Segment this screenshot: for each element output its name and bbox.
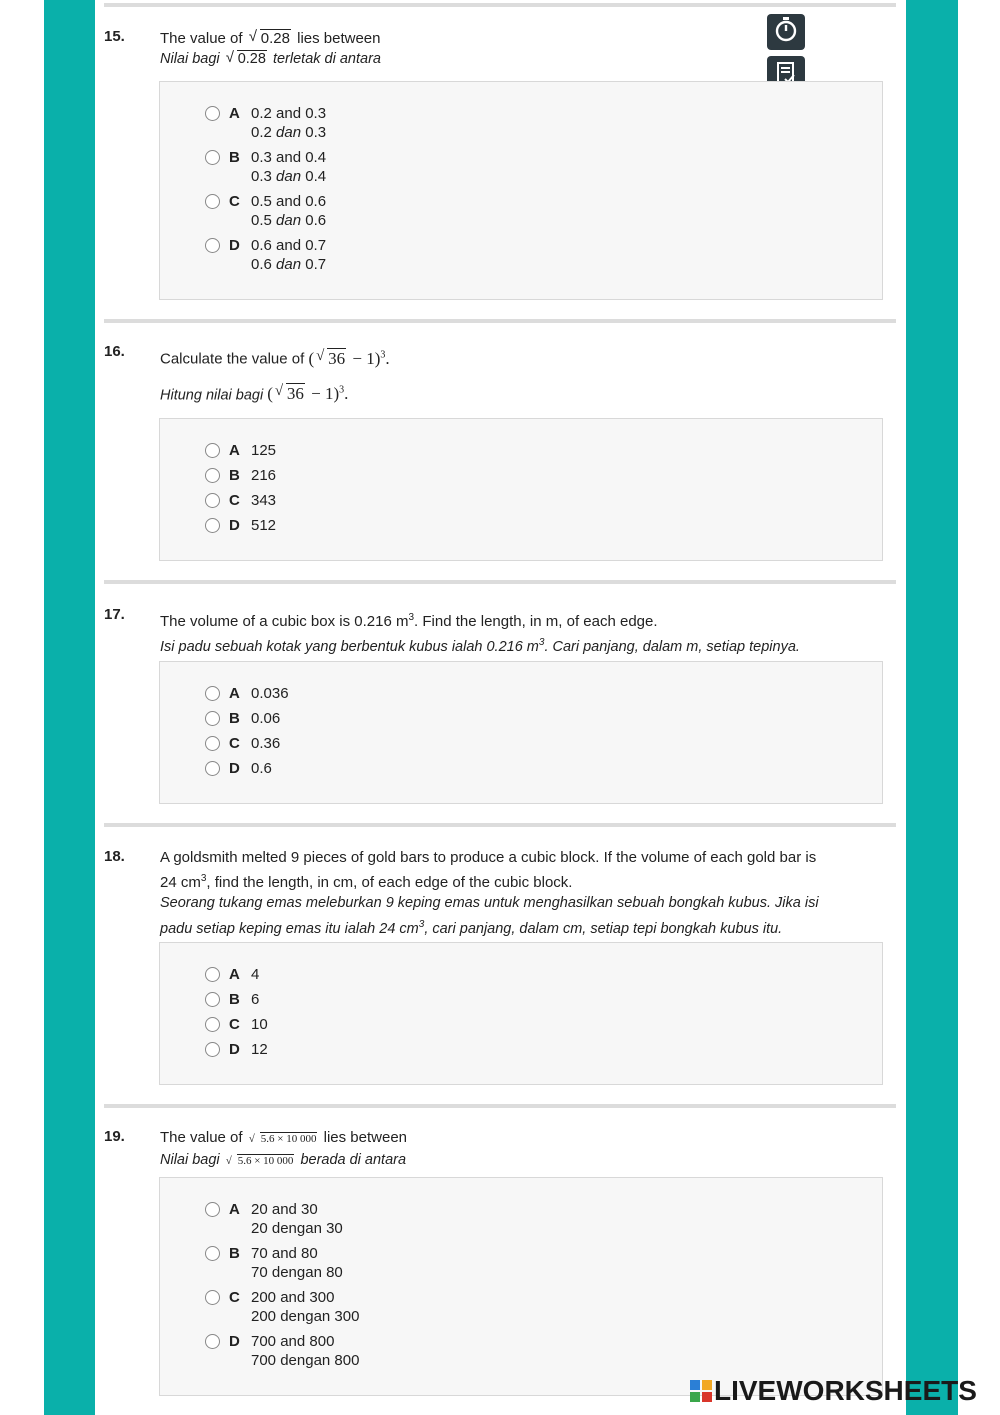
answer-options-box — [159, 942, 883, 1085]
radio-button[interactable] — [205, 711, 220, 726]
answer-options-box — [159, 418, 883, 561]
question-en-line: The volume of a cubic box is 0.216 $m^3$. Find the length, in m, of each edge. — [160, 612, 658, 630]
question-ms-line: Nilai bagi √ 5.6 × 10 000 berada di antara — [160, 1150, 885, 1172]
question-en-line: Calculate the value of ( √ 36 − 1)$^3$. — [160, 347, 390, 368]
question-separator — [104, 580, 896, 584]
question-ms-line: padu setiap keping emas itu ialah 24 $cm^3$, cari panjang, dalam cm, setiap tepi bongkah kubus itu. — [160, 919, 783, 937]
question-ms-line: Nilai bagi √ 0.28 terletak di antara — [160, 49, 885, 70]
question-18-text — [160, 847, 885, 940]
radio-button[interactable] — [205, 686, 220, 701]
question-ms-line: Isi padu sebuah kotak yang berbentuk kubus ialah 0.216 $m^3$. Cari panjang, dalam m, setiap tepinya. — [160, 637, 800, 655]
question-19-text — [160, 1127, 885, 1172]
radio-button[interactable] — [205, 992, 220, 1007]
question-15-text — [160, 28, 885, 70]
radio-button[interactable] — [205, 1202, 220, 1217]
left-teal-margin — [44, 0, 95, 1415]
question-number: 19. — [104, 1128, 125, 1145]
radio-button[interactable] — [205, 761, 220, 776]
question-number: 18. — [104, 848, 125, 865]
radio-button[interactable] — [205, 1042, 220, 1057]
question-ms-line: Hitung nilai bagi ( √ 36 − 1)$^3$. — [160, 383, 349, 404]
radio-button[interactable] — [205, 1334, 220, 1349]
question-number: 15. — [104, 28, 125, 45]
question-number: 16. — [104, 343, 125, 360]
question-number: 17. — [104, 606, 125, 623]
question-ms-line: Seorang tukang emas meleburkan 9 keping emas untuk menghasilkan sebuah bongkah kubus. Jika isi — [160, 895, 819, 911]
question-en-line: A goldsmith melted 9 pieces of gold bars to produce a cubic block. If the volume of each gold bar is — [160, 849, 817, 866]
question-en-line: The value of √ 5.6 × 10 000 lies between — [160, 1127, 885, 1150]
answer-options-box — [159, 661, 883, 804]
question-en-line: The value of √ 0.28 lies between — [160, 28, 381, 47]
radio-button[interactable] — [205, 468, 220, 483]
radio-button[interactable] — [205, 1017, 220, 1032]
question-en-line: 24 $cm^3$, find the length, in cm, of each edge of the cubic block. — [160, 873, 573, 891]
radio-button[interactable] — [205, 106, 220, 121]
question-separator — [104, 1104, 896, 1108]
square-root: √ 5.6 × 10 000 — [248, 1133, 317, 1145]
square-root: √ 5.6 × 10 000 — [225, 1155, 294, 1167]
radio-button[interactable] — [205, 238, 220, 253]
radio-button[interactable] — [205, 1290, 220, 1305]
radio-button[interactable] — [205, 967, 220, 982]
question-17-text — [160, 607, 885, 658]
square-root: √ 0.28 — [225, 49, 266, 67]
radio-button[interactable] — [205, 1246, 220, 1261]
liveworksheets-logo[interactable]: LIVEWORKSHEETS — [690, 1375, 977, 1407]
right-teal-margin — [906, 0, 958, 1415]
radio-button[interactable] — [205, 194, 220, 209]
question-separator — [104, 319, 896, 323]
radio-button[interactable] — [205, 443, 220, 458]
liveworksheets-logo-icon — [690, 1380, 712, 1402]
radio-button[interactable] — [205, 736, 220, 751]
question-separator — [104, 823, 896, 827]
square-root: √ 0.28 — [248, 28, 290, 47]
radio-button[interactable] — [205, 493, 220, 508]
question-16-text — [160, 344, 885, 406]
question-separator — [104, 3, 896, 7]
radio-button[interactable] — [205, 518, 220, 533]
radio-button[interactable] — [205, 150, 220, 165]
